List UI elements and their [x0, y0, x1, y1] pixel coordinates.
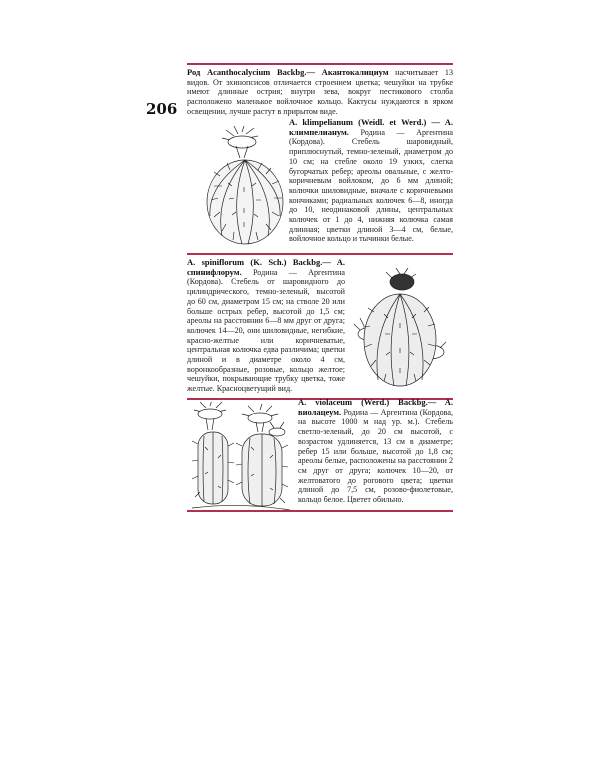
- genus-text: насчитывает 13 видов. От эхинопсисов отличается строением цветка; чешуйки на трубке имеют длинные острия; внутри зева, вокруг пестикового столба расположено маленькое войлочное кольцо. Кактусы нуждаются в ярком освещении, лучше растут в прирытом виде.: [187, 68, 453, 116]
- spiniflorum-text: Родина — Аргентина (Кордова). Стебель от шаровидного до цилиндрического, темно-зеленый, высотой до 60 см, диаметром 15 см; на стволе 20 или больше острых ребер, высотой до 1,5 см; ареолы на расстоянии 6—8 мм друг от друга; колючек 14—20, они шиловидные, негибкие, красно-желтые или коричневатые, центральная колючка едва различима; цветки длиной и в диаметре около 4 см, воронкообразные, розовые, кольцо желтое; чешуйки, покрывающие трубку цветка, тоже желтые. Красноцветущий вид.: [187, 267, 345, 394]
- genus-title: Род Acanthocalycium Backbg.— Акантокалициум: [187, 67, 389, 77]
- section-rule-3: [187, 510, 453, 512]
- violaceum-text: Родина — Аргентина (Кордова, на высоте 1000 м над ур. м.). Стебель светло-зеленый, до 20 см высотой, с возрастом удлиняется, 13 см в диаметре; ребер 15 или больше, высотой до 1,8 см; ареолы белые, расположены на расстоянии 2 см друг от друга; колючек 10—20, от желтоватого до рогового цвета; цветки длиной до 7,5 см, розово-фиолетовые, кольцо белое. Цветет обильно.: [298, 407, 453, 505]
- section-rule-1: [187, 253, 453, 255]
- klimpelianum-title: A. klimpelianum (Weidl. et Werd.) — A. климпелианум.: [289, 117, 453, 137]
- species-spiniflorum: [187, 258, 345, 394]
- page-number: 206: [146, 100, 178, 118]
- spiniflorum-illustration: [350, 268, 450, 392]
- violaceum-title: A. violaceum (Werd.) Backbg.— A. виолацеум.: [298, 397, 453, 417]
- violaceum-illustration: [190, 402, 294, 512]
- species-violaceum: [298, 398, 453, 505]
- species-klimpelianum: [289, 118, 453, 244]
- klimpelianum-text: Родина — Аргентина (Кордова). Стебель шаровидный, приплюснутый, темно-зеленый, диаметром до 10 см; на стебле около 19 узких, слегка бугорчатых ребер; ареолы овальные, с желто-коричневым войлоком, до 6 мм длиной; колючки шиловидные, вначале с коричневыми кончиками; радиальных колючек 6—8, иногда до 10, неодинаковой длины, центральных колючек от 1 до 4, нижняя колючка самая длинная; цветки длиной 3—4 см, белые, войлочное кольцо и тычинки белые.: [289, 127, 453, 244]
- klimpelianum-illustration: [200, 126, 290, 248]
- genus-intro: [187, 68, 453, 117]
- top-rule: [187, 63, 453, 65]
- spiniflorum-title: A. spiniflorum (K. Sch.) Backbg.— A. спинифлорум.: [187, 257, 345, 277]
